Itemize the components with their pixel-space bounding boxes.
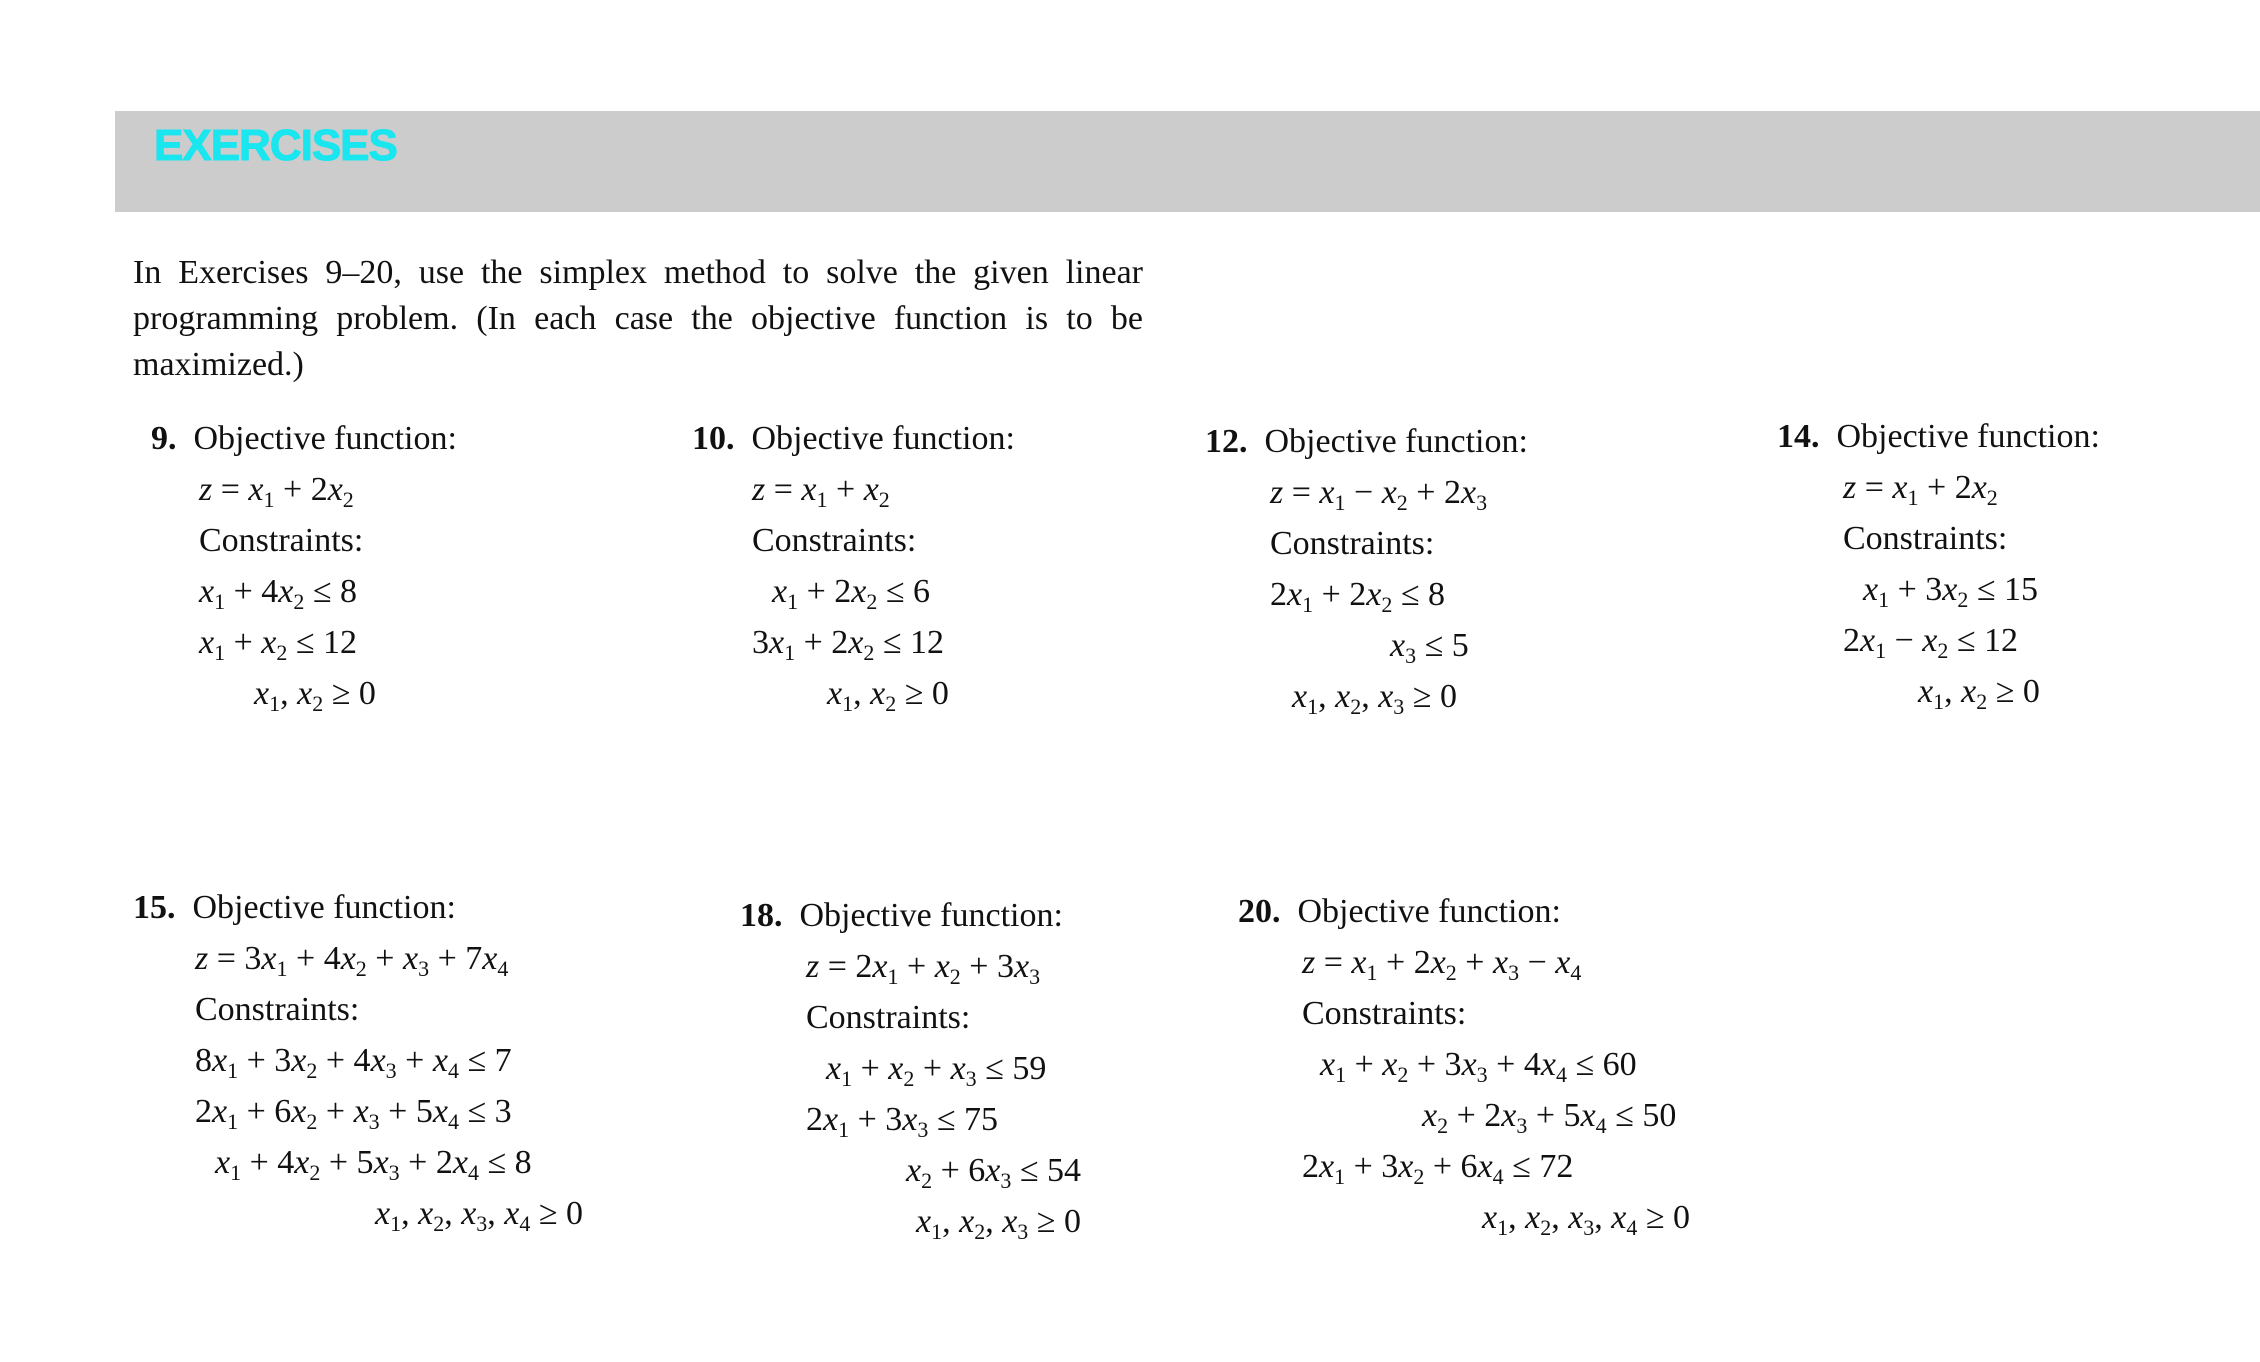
constraint-row: $2x_1 + 3x_3 \le 75$ — [806, 1101, 999, 1142]
objective-label: Objective function: — [1297, 893, 1561, 930]
constraint-row: $x_1 + 2x_2 \le 6$ — [772, 573, 931, 614]
objective-equation: $z = 3x_1 + 4x_2 + x_3 + 7x_4$ — [195, 940, 509, 981]
exercise-number: 12. — [1205, 423, 1248, 460]
constraint-row: $2x_1 - x_2 \le 12$ — [1843, 622, 2019, 663]
constraint-row: $x_1$, $x_2 \ge 0$ — [1918, 673, 2040, 714]
constraint-row: $x_2 + 6x_3 \le 54$ — [906, 1152, 1082, 1193]
constraint-row: $8x_1 + 3x_2 + 4x_3 + x_4 \le 7$ — [195, 1042, 512, 1083]
exercise-14 — [1777, 411, 2100, 717]
constraint-row: $x_1 + x_2 + 3x_3 + 4x_4 \le 60$ — [1320, 1046, 1637, 1087]
exercise-number: 20. — [1238, 893, 1281, 930]
exercise-number: 18. — [740, 897, 783, 934]
objective-equation: $z = x_1 - x_2 + 2x_3$ — [1270, 474, 1488, 515]
constraint-row: $x_1$, $x_2$, $x_3 \ge 0$ — [1292, 678, 1457, 719]
constraint-row: $x_1$, $x_2 \ge 0$ — [827, 675, 949, 716]
constraints-label: Constraints: — [752, 522, 917, 559]
objective-equation: $z = x_1 + 2x_2$ — [199, 471, 354, 512]
objective-equation: $z = x_1 + 2x_2 + x_3 - x_4$ — [1302, 944, 1582, 985]
constraint-row: $x_1 + 3x_2 \le 15$ — [1863, 571, 2039, 612]
exercise-15 — [133, 882, 583, 1239]
constraint-row: $2x_1 + 3x_2 + 6x_4 \le 72$ — [1302, 1148, 1574, 1189]
constraints-label: Constraints: — [199, 522, 364, 559]
constraint-row: $x_2 + 2x_3 + 5x_4 \le 50$ — [1422, 1097, 1677, 1138]
constraints-label: Constraints: — [1843, 520, 2008, 557]
constraint-row: $3x_1 + 2x_2 \le 12$ — [752, 624, 945, 665]
objective-label: Objective function: — [1264, 423, 1528, 460]
objective-equation: $z = x_1 + 2x_2$ — [1843, 469, 1998, 510]
exercise-20 — [1238, 886, 1690, 1243]
constraint-row: $x_1$, $x_2$, $x_3$, $x_4 \ge 0$ — [1482, 1199, 1691, 1240]
objective-label: Objective function: — [192, 889, 456, 926]
exercise-number: 15. — [133, 889, 176, 926]
constraint-row: $x_1$, $x_2$, $x_3$, $x_4 \ge 0$ — [375, 1195, 584, 1236]
constraint-row: $2x_1 + 2x_2 \le 8$ — [1270, 576, 1446, 617]
constraint-row: $x_1 + x_2 + x_3 \le 59$ — [826, 1050, 1047, 1091]
exercise-12 — [1205, 416, 1528, 722]
exercises-banner — [115, 111, 2260, 212]
objective-equation: $z = x_1 + x_2$ — [752, 471, 890, 512]
constraint-row: $x_1 + 4x_2 + 5x_3 + 2x_4 \le 8$ — [215, 1144, 532, 1185]
constraint-row: $x_1$, $x_2$, $x_3 \ge 0$ — [916, 1203, 1081, 1244]
exercise-10 — [692, 413, 1015, 719]
objective-label: Objective function: — [799, 897, 1063, 934]
exercise-9 — [151, 413, 457, 719]
objective-equation: $z = 2x_1 + x_2 + 3x_3$ — [806, 948, 1041, 989]
objective-label: Objective function: — [1836, 418, 2100, 455]
constraints-label: Constraints: — [806, 999, 971, 1036]
objective-label: Objective function: — [193, 420, 457, 457]
constraint-row: $2x_1 + 6x_2 + x_3 + 5x_4 \le 3$ — [195, 1093, 512, 1134]
constraint-row: $x_1 + x_2 \le 12$ — [199, 624, 358, 665]
section-title: EXERCISES — [154, 121, 397, 170]
constraints-label: Constraints: — [1302, 995, 1467, 1032]
exercise-number: 9. — [151, 420, 177, 457]
exercise-number: 10. — [692, 420, 735, 457]
constraints-label: Constraints: — [195, 991, 360, 1028]
objective-label: Objective function: — [751, 420, 1015, 457]
constraint-row: $x_1 + 4x_2 \le 8$ — [199, 573, 358, 614]
intro-paragraph: In Exercises 9–20, use the simplex method to solve the given linear programming problem. (In each case the objective function is to be maximized.) — [133, 254, 1143, 383]
exercise-number: 14. — [1777, 418, 1820, 455]
constraints-label: Constraints: — [1270, 525, 1435, 562]
constraint-row: $x_3 \le 5$ — [1390, 627, 1469, 668]
constraint-row: $x_1$, $x_2 \ge 0$ — [254, 675, 376, 716]
exercise-18 — [740, 890, 1081, 1247]
